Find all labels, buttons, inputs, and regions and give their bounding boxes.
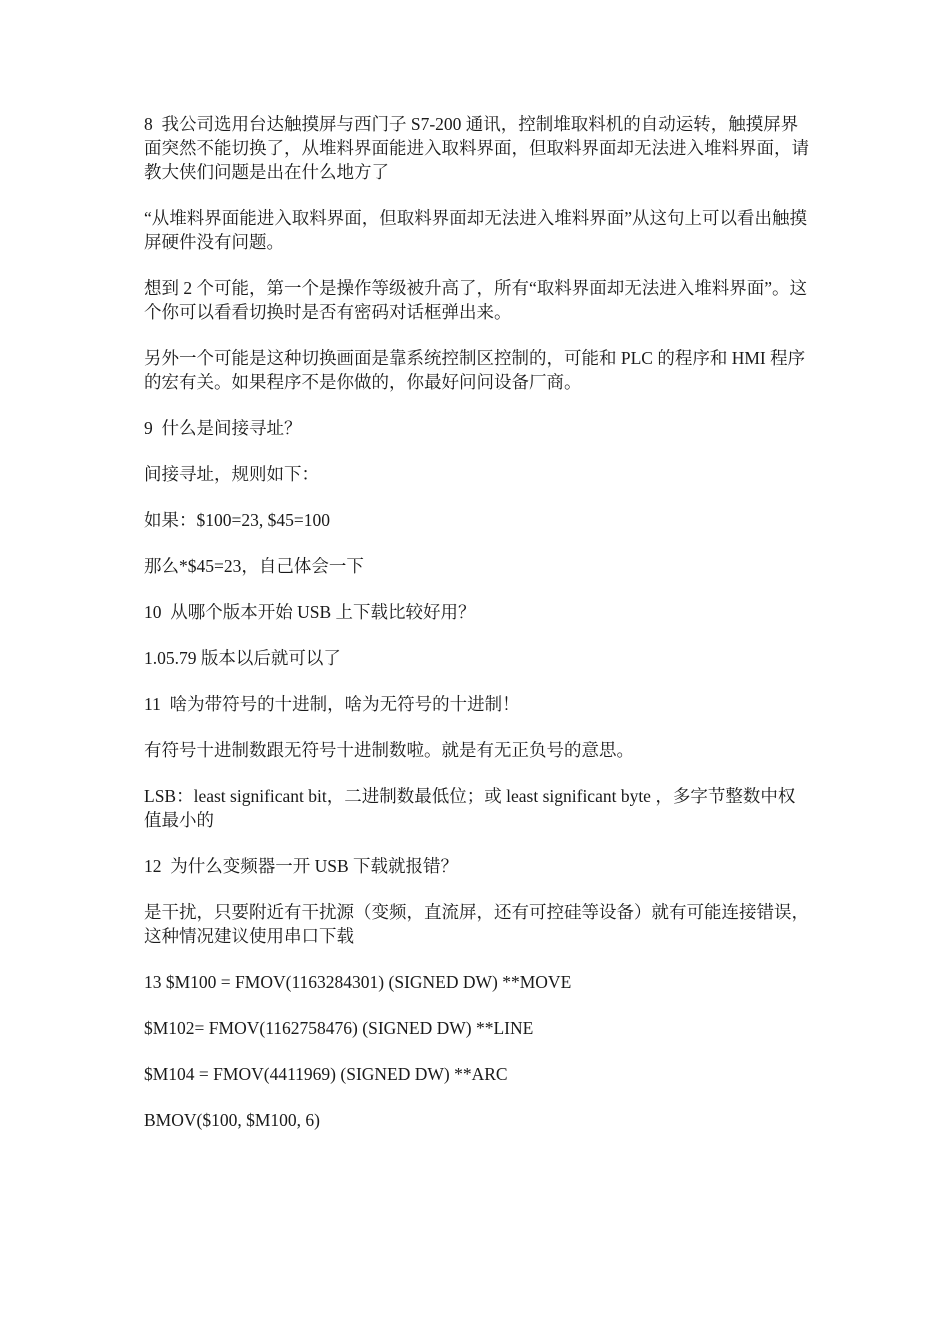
paragraph-q13-line-3: $M104 = FMOV(4411969) (SIGNED DW) **ARC [144,1064,508,1084]
paragraph-q12: 12 为什么变频器一开 USB 下载就报错？ [144,856,459,876]
paragraph-q8-answer-2: 想到 2 个可能，第一个是操作等级被升高了，所有“取料界面却无法进入堆料界面”。这个你可以看看切换时是否有密码对话框弹出来。 [144,278,808,322]
paragraph-q9: 9 什么是间接寻址？ [144,418,302,438]
paragraph-q11-answer-2: LSB：least significant bit，二进制数最低位；或 least significant byte ，多字节整数中权值最小的 [144,786,796,830]
paragraph-q9-answer-1: 间接寻址，规则如下： [144,464,319,484]
paragraph-q13-line-4: BMOV($100, $M100, 6) [144,1110,320,1130]
paragraph-q9-answer-3: 那么*$45=23，自己体会一下 [144,556,364,576]
paragraph-q10-answer: 1.05.79 版本以后就可以了 [144,648,341,668]
paragraph-q13-line-2: $M102= FMOV(1162758476) (SIGNED DW) **LINE [144,1018,534,1038]
paragraph-q13-line-1: 13 $M100 = FMOV(1163284301) (SIGNED DW) **MOVE [144,972,572,992]
paragraph-q9-answer-2: 如果：$100=23, $45=100 [144,510,330,530]
paragraph-q8-answer-3: 另外一个可能是这种切换画面是靠系统控制区控制的，可能和 PLC 的程序和 HMI 程序的宏有关。如果程序不是你做的，你最好问问设备厂商。 [144,348,806,392]
paragraph-q8: 8 我公司选用台达触摸屏与西门子 S7-200 通讯，控制堆取料机的自动运转，触摸屏界面突然不能切换了，从堆料界面能进入取料界面，但取料界面却无法进入堆料界面，请教大侠们问题是出在什么地方了 [144,114,809,182]
paragraph-q11: 11 啥为带符号的十进制，啥为无符号的十进制！ [144,694,520,714]
paragraph-q12-answer: 是干扰，只要附近有干扰源（变频，直流屏，还有可控硅等设备）就有可能连接错误，这种情况建议使用串口下载 [144,902,809,946]
paragraph-q8-answer-1: “从堆料界面能进入取料界面，但取料界面却无法进入堆料界面”从这句上可以看出触摸屏硬件没有问题。 [144,208,808,252]
document-body [144,112,812,1154]
paragraph-q11-answer-1: 有符号十进制数跟无符号十进制数啦。就是有无正负号的意思。 [144,740,634,760]
paragraph-q10: 10 从哪个版本开始 USB 上下载比较好用？ [144,602,476,622]
